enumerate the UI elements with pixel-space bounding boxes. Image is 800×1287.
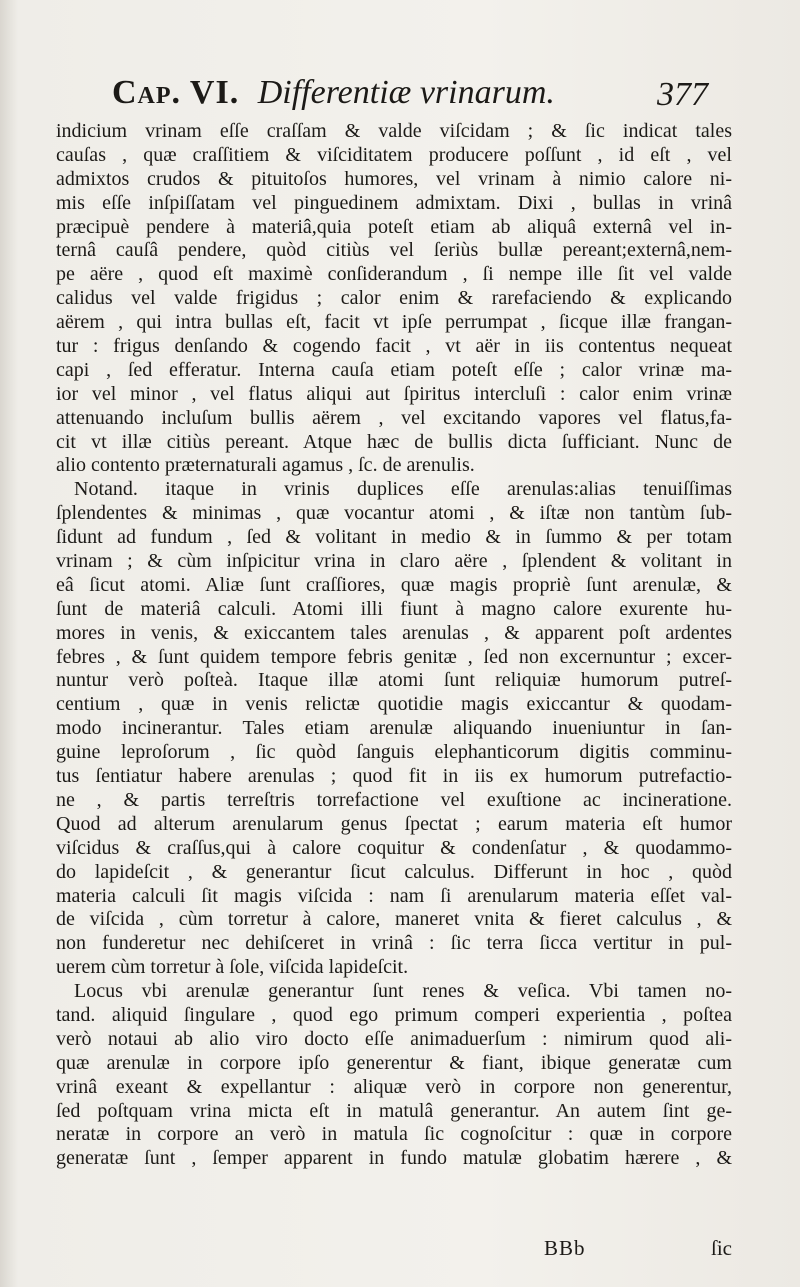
running-head	[112, 74, 555, 112]
text-line: cauſas , quæ craſſitiem & viſciditatem producere poſſunt , id eſt , vel	[56, 143, 732, 166]
running-title: Differentiæ vrinarum.	[257, 74, 555, 111]
text-line: ſplendentes & minimas , quæ vocantur atomi , & iſtæ non tantùm ſub-	[56, 502, 732, 525]
text-line: quæ arenulæ in corpore ipſo generentur & fiant, ibique generatæ cum	[56, 1051, 732, 1074]
text-line: do lapideſcit , & generantur ſicut calculus. Differunt in hoc , quòd	[56, 860, 732, 883]
text-line: admixtos crudos & pituitoſos humores, vel vrinam à nimio calore ni-	[56, 167, 732, 190]
text-line: nuntur verò poſteà. Itaque illæ atomi ſunt reliquiæ humorum putreſ-	[56, 669, 732, 692]
text-line: alio contento præternaturali agamus , ſc. de arenulis.	[56, 454, 475, 477]
text-line: non funderetur nec dehiſceret in vrinâ : ſic terra ſicca vertitur in pul-	[56, 932, 732, 955]
text-line: ternâ cauſâ pendere, quòd citiùs vel ſeriùs bullæ pereant;externâ,nem-	[56, 239, 732, 262]
text-line: uerem cùm torretur à ſole, viſcida lapideſcit.	[56, 956, 409, 979]
text-line: Quod ad alterum arenularum genus ſpectat ; earum materia eſt humor	[56, 812, 732, 835]
text-line: calidus vel valde frigidus ; calor enim & rarefaciendo & explicando	[56, 287, 732, 310]
text-line: modo incinerantur. Tales etiam arenulæ aliquando inueniuntur in ſan-	[56, 717, 732, 740]
text-line: ior vel minor , vel flatus aliqui aut ſpiritus intercluſi : calor enim vrinæ	[56, 382, 732, 405]
text-line: mis eſſe inſpiſſatam vel pinguedinem admixtam. Dixi , bullas in vrinâ	[56, 191, 732, 214]
catchword: ſic	[711, 1236, 732, 1260]
text-line: attenuando incluſum bullis aërem , vel excitando vapores vel flatus,fa-	[56, 406, 732, 429]
page-number: 377	[657, 76, 708, 113]
text-line: materia calculi ſit magis viſcida : nam ſi arenularum materia eſſet val-	[56, 884, 732, 907]
text-line: ne , & partis terreſtris torrefactione vel exuſtione ac incineratione.	[56, 788, 732, 811]
text-line: cit vt illæ citiùs pereant. Atque hæc de bullis dicta ſufficiant. Nunc de	[56, 430, 732, 453]
body-text	[56, 120, 732, 1171]
text-line: tand. aliquid ſingulare , quod ego primum comperi experientia , poſtea	[56, 1003, 732, 1026]
text-line: vrinam ; & cùm inſpicitur vrina in claro aëre , ſplendent & volitant in	[56, 550, 732, 573]
text-line: tur : frigus denſando & cogendo facit , vt aër in iis contentus nequeat	[56, 335, 732, 358]
text-line: guine leproſorum , ſic quòd ſanguis elephanticorum digitis comminu-	[56, 741, 732, 764]
text-line: pe aëre , quod eſt maximè conſiderandum , ſi nempe ille ſit vel valde	[56, 263, 732, 286]
page-footer	[56, 1236, 732, 1264]
text-line: Locus vbi arenulæ generantur ſunt renes & veſica. Vbi tamen no-	[74, 980, 732, 1003]
text-line: centium , quæ in venis relictæ quotidie magis exiccantur & quodam-	[56, 693, 732, 716]
text-line: aërem , qui intra bullas eſt, facit vt ipſe perrumpat , ſicque illæ frangan-	[56, 311, 732, 334]
text-line: verò notaui ab alio viro docto eſſe animaduerſum : nimirum quod ali-	[56, 1027, 732, 1050]
text-line: febres , & ſunt quidem tempore febris genitæ , ſed non excernuntur ; excer-	[56, 645, 732, 668]
text-line: mores in venis, & exiccantem tales arenulas , & apparent poſt ardentes	[56, 621, 732, 644]
text-line: generatæ ſunt , ſemper apparent in fundo matulæ globatim hærere , &	[56, 1147, 732, 1170]
text-line: viſcidus & craſſus,qui à calore coquitur & condenſatur , & quodammo-	[56, 836, 732, 859]
text-line: de viſcida , cùm torretur à calore, maneret vnita & fieret calculus , &	[56, 908, 732, 931]
text-line: præcipuè pendere à materiâ,quia poteſt etiam ab aliquâ externâ vel in-	[56, 215, 732, 238]
text-line: ſunt de materiâ calculi. Atomi illi fiunt à magno calore exurente hu-	[56, 597, 732, 620]
text-line: Notand. itaque in vrinis duplices eſſe arenulas:alias tenuiſſimas	[74, 478, 732, 501]
signature-mark: BBb	[544, 1236, 586, 1260]
text-line: indicium vrinam eſſe craſſam & valde viſcidam ; & ſic indicat tales	[56, 120, 732, 142]
page-header	[100, 74, 708, 114]
text-line: vrinâ exeant & expellantur : aliquæ verò in corpore non generentur,	[56, 1075, 732, 1098]
text-line: neratæ in corpore an verò in matula ſic cognoſcitur : quæ in corpore	[56, 1123, 732, 1146]
chapter-label: Cap. VI.	[112, 74, 240, 111]
text-line: ſed poſtquam vrina micta eſt in matulâ generantur. An autem ſint ge-	[56, 1099, 732, 1122]
text-line: tus ſentiatur habere arenulas ; quod fit in iis ex humorum putrefactio-	[56, 765, 732, 788]
text-line: ſidunt ad fundum , ſed & volitant in medio & in ſummo & per totam	[56, 526, 732, 549]
text-line: eâ ſicut atomi. Aliæ ſunt craſſiores, quæ magis propriè ſunt arenulæ, &	[56, 573, 732, 596]
text-line: capi , ſed efferatur. Interna cauſa etiam poteſt eſſe ; calor vrinæ ma-	[56, 358, 732, 381]
